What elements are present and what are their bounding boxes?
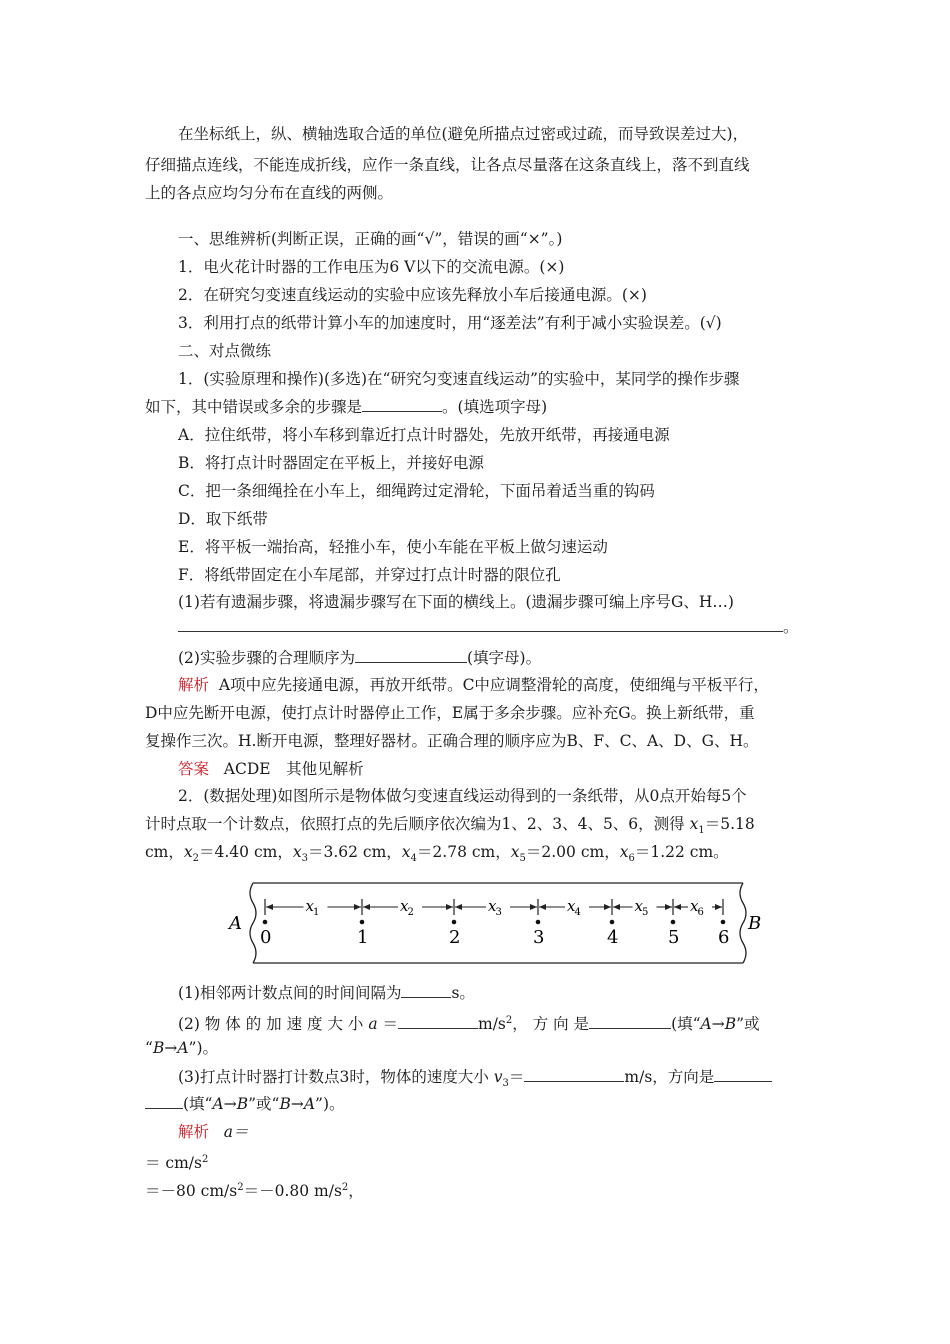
q2-x2-value: ＝4.40 cm， xyxy=(199,843,293,861)
q2-part1-text: (1)相邻两计数点间的时间间隔为 xyxy=(178,984,402,1002)
q2-part3: (3)打点计时器打计数点3时，物体的速度大小 $v_3= m/s$，方向是 xyxy=(178,1067,772,1094)
q1-sub1-end: 。 xyxy=(783,618,799,636)
tape-dot-2 xyxy=(452,920,457,925)
tape-right-edge xyxy=(740,883,746,963)
intro-line-2: 仔细描点连线，不能连成折线，应作一条直线，让各点尽量落在这条直线上，落不到直线 xyxy=(145,156,750,174)
q1-option-c: C．把一条细绳拴在小车上，细绳跨过定滑轮，下面吊着适当重的钩码 xyxy=(178,482,655,500)
q1-option-d: D．取下纸带 xyxy=(178,510,268,528)
tape-seg-sub-x1: 1 xyxy=(313,907,320,918)
tape-point-label-2: 2 xyxy=(449,927,461,948)
q2-stem-line-3: cm，$x_2=4.40$ cm，$x_3=3.62$ cm，$x_4=2.78$ cm，$x_5=2.00$ cm，$x_6=1.22$ cm。 xyxy=(145,843,729,865)
q2-part3-blank-v[interactable] xyxy=(524,1067,624,1082)
tape-seg-sub-x6: 6 xyxy=(697,907,704,918)
tape-dot-5 xyxy=(671,920,676,925)
q2-part2-quote: “ xyxy=(145,1039,153,1057)
q2-analysis-unit: ＝ cm/s xyxy=(145,1154,202,1173)
q1-sub2 xyxy=(178,648,541,668)
q1-sub2-text: (2)实验步骤的合理顺序为 xyxy=(178,649,355,667)
q2-part3-blank-dir-cont[interactable] xyxy=(145,1094,183,1109)
tape-point-label-5: 5 xyxy=(668,927,680,948)
q2-stem-line-2: 计时点取一个计数点，依照打点的先后顺序依次编为1、2、3、4、5、6，测得 $x_1=5.18$ xyxy=(145,815,755,837)
q1-sub1: (1)若有遗漏步骤，将遗漏步骤写在下面的横线上。(遗漏步骤可编上序号G、H…) xyxy=(178,593,734,611)
q2-analysis-a: a＝ xyxy=(223,1123,249,1141)
tape-arrowhead-right-x2 xyxy=(446,904,453,910)
tape-arrowhead-left-x1 xyxy=(266,904,273,910)
q2-part2-fill: (填“ xyxy=(671,1015,701,1034)
q2-analysis-line-3: ＝－80 $cm/s^2=-0.80$ $m/s^2$， xyxy=(145,1182,364,1201)
intro-line-1: 在坐标纸上，纵、横轴选取合适的单位(避免所描点过密或过疏，而导致误差过大)， xyxy=(178,125,749,143)
tape-arrowhead-left-x2 xyxy=(363,904,370,910)
q1-stem-text: 如下，其中错误或多余的步骤是 xyxy=(145,398,363,416)
tape-dot-3 xyxy=(536,920,541,925)
tape-seg-sub-x2: 2 xyxy=(407,907,414,918)
tape-left-edge xyxy=(250,883,256,963)
section1-item-3: 3．利用打点的纸带计算小车的加速度时，用“逐差法”有利于减小实验误差。(√) xyxy=(178,314,722,332)
q2-stem-line-1: 2．(数据处理)如图所示是物体做匀变速直线运动得到的一条纸带，从0点开始每5个 xyxy=(178,787,747,805)
q2-part3-cont: (填“A→B”或“B→A”)。 xyxy=(145,1094,345,1114)
q2-analysis-line-1 xyxy=(178,1122,249,1142)
q2-part3-or: ”或“ xyxy=(248,1095,280,1113)
q1-sub2-blank[interactable] xyxy=(355,648,467,663)
q2-x6-value: ＝1.22 cm。 xyxy=(634,843,729,861)
q2-part2-end: ”)。 xyxy=(188,1039,219,1057)
q2-part2-text: (2) 物 体 的 加 速 度 大 小 xyxy=(178,1015,364,1034)
q2-analysis-val2: ＝－0.80 m/s xyxy=(243,1182,342,1201)
tape-point-label-0: 0 xyxy=(260,927,272,948)
intro-line-3: 上的各点应均匀分布在直线的两侧。 xyxy=(145,184,394,202)
analysis-text: A项中应先接通电源，再放开纸带。C中应调整滑轮的高度，使细绳与平板平行， xyxy=(218,676,769,694)
answer-label: 答案 xyxy=(178,760,210,778)
q1-option-b: B．将打点计时器固定在平板上，并接好电源 xyxy=(178,454,484,472)
q2-analysis-comma: ， xyxy=(348,1182,364,1201)
section1-item-2: 2．在研究匀变速直线运动的实验中应该先释放小车后接通电源。(×) xyxy=(178,286,647,304)
q1-answer xyxy=(178,759,364,779)
q2-analysis-label: 解析 xyxy=(178,1123,210,1141)
tape-arrowhead-left-x5 xyxy=(613,904,620,910)
tape-seg-label-x3: x xyxy=(488,897,497,915)
q1-sub1-line xyxy=(178,617,799,637)
q2-part3-unit: m/s，方向是 xyxy=(624,1068,715,1086)
q2-part2-or: ”或 xyxy=(736,1015,760,1034)
section1-item-1: 1．电火花计时器的工作电压为6 V以下的交流电源。(×) xyxy=(178,258,565,276)
q1-analysis-line-3: 复操作三次。H.断开电源，整理好器材。正确合理的顺序应为B、F、C、A、D、G、H。 xyxy=(145,732,759,750)
q2-part1 xyxy=(178,983,475,1003)
q2-stem3-a: cm， xyxy=(145,843,184,861)
q2-part3-text: (3)打点计时器打计数点3时，物体的速度大小 xyxy=(178,1068,489,1086)
tape-arrowhead-left-x6 xyxy=(674,904,681,910)
q1-option-a: A．拉住纸带，将小车移到靠近打点计时器处，先放开纸带，再接通电源 xyxy=(178,426,670,444)
q2-part1-blank[interactable] xyxy=(401,983,451,998)
q2-part3-fill: (填“ xyxy=(183,1095,213,1113)
q2-x3-value: ＝3.62 cm， xyxy=(307,843,402,861)
tape-point-label-3: 3 xyxy=(533,927,545,948)
q1-sub1-blank[interactable] xyxy=(178,617,783,632)
tape-end-a: A xyxy=(229,913,242,934)
q2-part3-eq: ＝ xyxy=(508,1068,525,1086)
tape-dot-4 xyxy=(610,920,615,925)
q2-part2-cont: “B→A”)。 xyxy=(145,1039,219,1057)
tape-seg-label-x4: x xyxy=(567,897,576,915)
q1-option-f: F．将纸带固定在小车尾部，并穿过打点计时器的限位孔 xyxy=(178,566,561,584)
q2-part2-blank-dir[interactable] xyxy=(589,1014,671,1029)
tape-seg-sub-x5: 5 xyxy=(642,907,649,918)
q2-part2-unit: m/s xyxy=(478,1015,506,1034)
q1-analysis-line-2: D中应先断开电源，使打点计时器停止工作，E属于多余步骤。应补充G。换上新纸带，重 xyxy=(145,704,755,722)
tape-seg-label-x6: x xyxy=(690,897,699,915)
tape-seg-sub-x3: 3 xyxy=(495,907,502,918)
tape-seg-label-x1: x xyxy=(305,897,314,915)
tape-arrowhead-right-x5 xyxy=(665,904,672,910)
tape-point-label-6: 6 xyxy=(718,927,730,948)
q2-x5-value: ＝2.00 cm， xyxy=(525,843,620,861)
q1-sub2-tail: (填字母)。 xyxy=(466,649,542,667)
section1-title: 一、思维辨析(判断正误，正确的画“√”，错误的画“×”。) xyxy=(178,230,563,248)
analysis-label: 解析 xyxy=(178,676,210,694)
tape-point-label-1: 1 xyxy=(357,927,369,948)
tape-arrowhead-right-x4 xyxy=(604,904,611,910)
tape-arrowhead-right-x3 xyxy=(530,904,537,910)
q1-stem-line-2 xyxy=(145,397,547,417)
q1-option-e: E．将平板一端抬高，轻推小车，使小车能在平板上做匀速运动 xyxy=(178,538,608,556)
tape-seg-label-x5: x xyxy=(634,897,643,915)
q2-x1-value: ＝5.18 xyxy=(704,815,755,833)
q2-analysis-val1: ＝－80 cm/s xyxy=(145,1182,238,1201)
q2-part2: (2) 物 体 的 加 速 度 大 小 $a = m/s^2$， 方 向 是 (填“A→B”或 xyxy=(178,1015,760,1034)
q2-analysis-line-2: ＝ $cm/s^2$ xyxy=(145,1154,209,1173)
tape-arrowhead-right-x1 xyxy=(354,904,361,910)
section2-title: 二、对点微练 xyxy=(178,342,272,360)
tape-dot-6 xyxy=(721,920,726,925)
answer-text: ACDE 其他见解析 xyxy=(223,760,364,778)
tape-dot-1 xyxy=(360,920,365,925)
q2-part1-tail: s。 xyxy=(451,984,475,1002)
q2-x4-value: ＝2.78 cm， xyxy=(416,843,511,861)
paper-tape-diagram xyxy=(225,879,770,969)
q1-stem-tail: 。(填选项字母) xyxy=(442,398,548,416)
tape-point-label-4: 4 xyxy=(607,927,619,948)
q2-part2-blank-a[interactable] xyxy=(398,1014,478,1029)
q2-part3-end: ”)。 xyxy=(315,1095,345,1113)
q1-stem-line-1: 1．(实验原理和操作)(多选)在“研究匀变速直线运动”的实验中，某同学的操作步骤 xyxy=(178,370,740,388)
tape-seg-sub-x4: 4 xyxy=(574,907,581,918)
tape-arrowhead-left-x4 xyxy=(539,904,546,910)
q2-part3-blank-dir[interactable] xyxy=(714,1067,772,1082)
tape-arrowhead-right-x6 xyxy=(715,904,722,910)
q2-part2-eq: ＝ xyxy=(382,1015,399,1034)
q2-part2-dir: ， 方 向 是 xyxy=(512,1015,590,1034)
tape-arrowhead-left-x3 xyxy=(455,904,462,910)
tape-end-b: B xyxy=(748,913,762,934)
q1-answer-blank[interactable] xyxy=(362,397,442,412)
q2-stem-text: 计时点取一个计数点，依照打点的先后顺序依次编为1、2、3、4、5、6，测得 xyxy=(145,815,685,833)
tape-dot-0 xyxy=(263,920,268,925)
q1-analysis-line-1 xyxy=(178,675,769,695)
tape-seg-label-x2: x xyxy=(400,897,409,915)
